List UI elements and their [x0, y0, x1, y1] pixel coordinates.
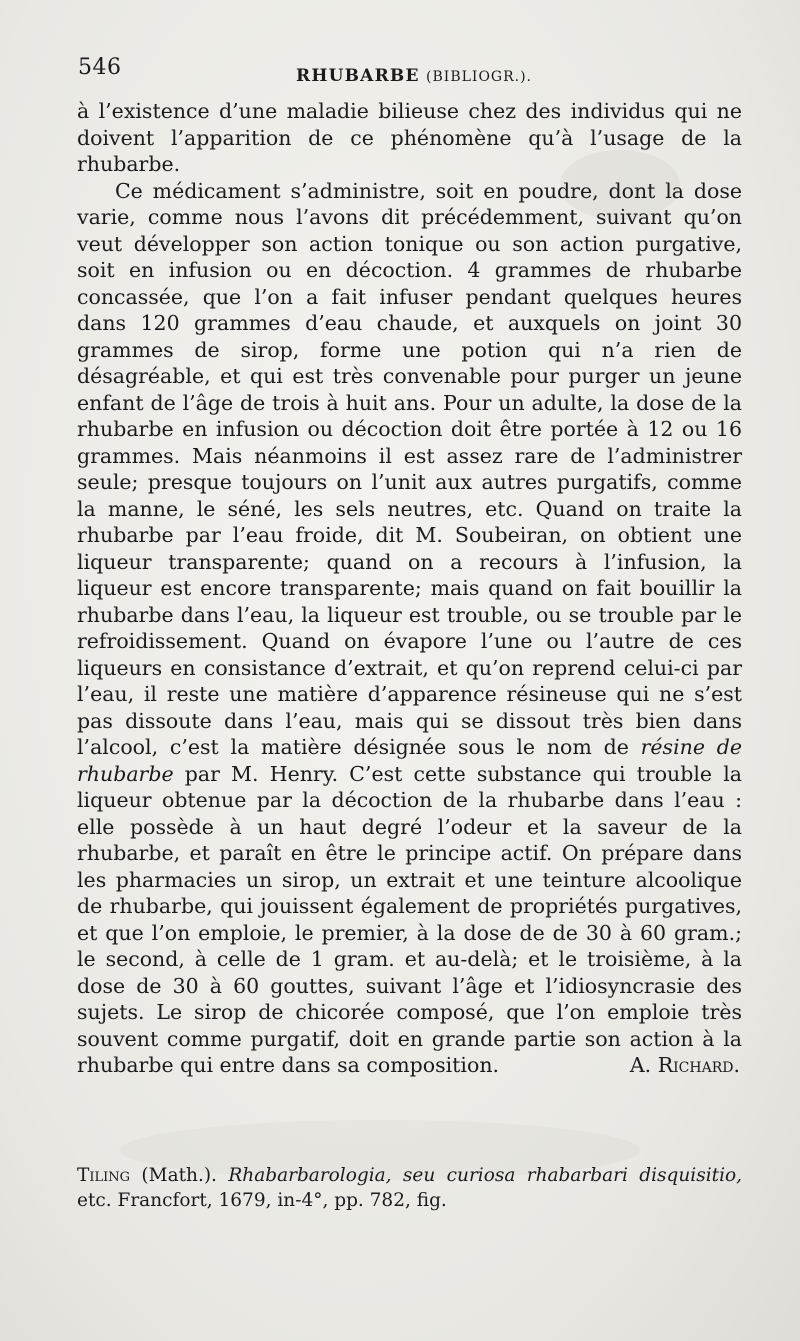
bib-details: etc. Francfort, 1679, in-4°, pp. 782, fig.: [77, 1190, 447, 1211]
author-signature: A. Richard.: [629, 1053, 740, 1077]
paragraph-main: [77, 178, 742, 1079]
italic-term: résine de rhubarbe: [77, 735, 742, 786]
paragraph-continuation: à l’existence d’une maladie bilieuse chez des individus qui ne doivent l’apparition de ce phénomène qu’à l’usage de la rhubarbe.: [77, 99, 742, 176]
bib-author-note: (Math.).: [141, 1165, 217, 1186]
running-head-title: RHUBARBE: [296, 66, 420, 86]
running-head-subtitle: (BIBLIOGR.).: [426, 69, 533, 85]
bib-author: Tiling: [77, 1165, 131, 1186]
bibliography-entry: [77, 1163, 742, 1213]
running-head: [296, 66, 532, 86]
bib-title: Rhabarbarologia, seu curiosa rhabarbari disquisitio,: [228, 1165, 742, 1186]
page-number: 546: [78, 55, 122, 80]
paragraph-main-text-a: Ce médicament s’administre, soit en poudre, dont la dose varie, comme nous l’avons dit précédemment, suivant qu’on veut développer son action tonique ou son action purgative, soit en infusion ou en décoction. 4 grammes de rhubarbe concassée, que l’on a fait infuser pendant quelques heures dans 120 grammes d’eau chaude, et auxquels on joint 30 grammes de sirop, forme une potion qui n’a rien de désagréable, et qui est très convenable pour purger un jeune enfant de l’âge de trois à huit ans. Pour un adulte, la dose de la rhubarbe en infusion ou décoction doit être portée à 12 ou 16 grammes. Mais néanmoins il est assez rare de l’administrer seule; presque toujours on l’unit aux autres purgatifs, comme la manne, le séné, les sels neutres, etc. Quand on traite la rhubarbe par l’eau froide, dit M. Soubeiran, on obtient une liqueur transparente; quand on a recours à l’infusion, la liqueur est encore transparente; mais quand on fait bouillir la rhubarbe dans l’eau, la liqueur est trouble, ou se trouble par le refroidissement. Quand on évapore l’une ou l’autre de ces liqueurs en consistance d’extrait, et qu’on reprend celui-ci par l’eau, il reste une matière d’apparence résineuse qui ne s’est pas dissoute dans l’eau, mais qui se dissout très bien dans l’alcool, c’est la matière désignée sous le nom de: [77, 178, 742, 759]
article-body: [77, 98, 742, 1079]
paragraph-main-text-b: par M. Henry. C’est cette substance qui trouble la liqueur obtenue par la décoction de la rhubarbe dans l’eau : elle possède à un haut degré l’odeur et la saveur de la rhubarbe, et paraît en être le principe actif. On prépare dans les pharmacies un sirop, un extrait et une teinture alcoolique de rhubarbe, qui jouissent également de propriétés purgatives, et que l’on emploie, le premier, à la dose de de 30 à 60 gram.; le second, à celle de 1 gram. et au-delà; et le troisième, à la dose de 30 à 60 gouttes, suivant l’âge et l’idiosyncrasie des sujets. Le sirop de chicorée composé, que l’on emploie très souvent comme purgatif, doit en grande partie son action à la rhubarbe qui entre dans sa composition.: [77, 761, 742, 1077]
